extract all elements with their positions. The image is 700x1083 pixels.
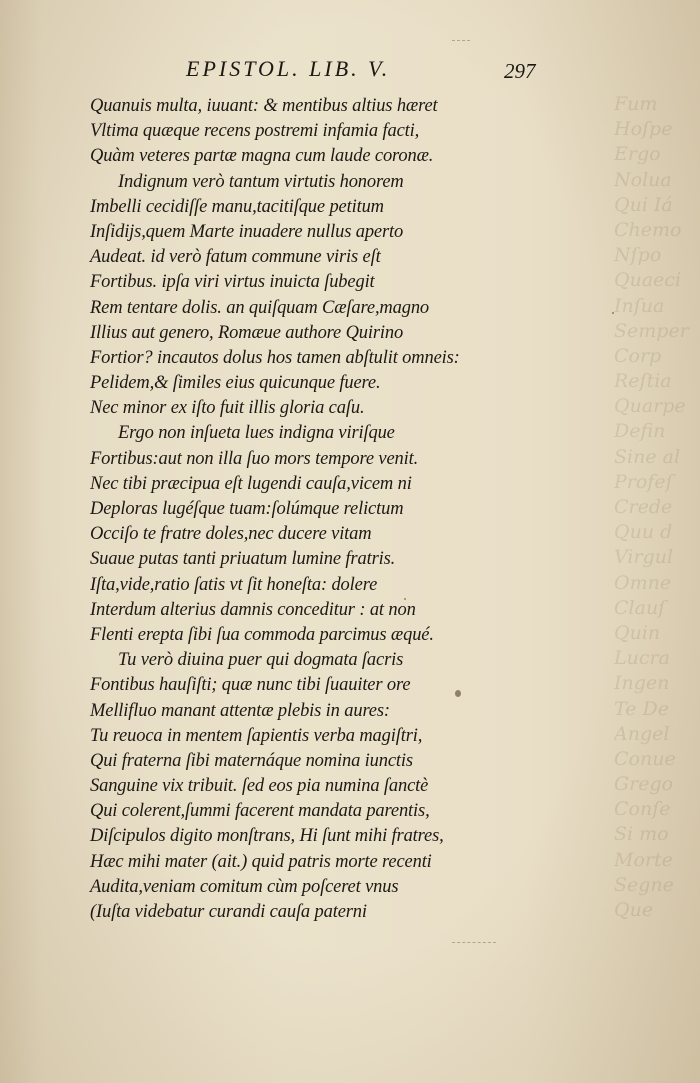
- verse-line: Nec tibi præcipua eſt lugendi cauſa,vicem ni: [90, 473, 412, 494]
- verse-line: Audita,veniam comitum cùm poſceret vnus: [90, 876, 399, 897]
- margin-rule-mark: [452, 942, 496, 944]
- verse-line: Quanuis multa, iuuant: & mentibus altius hæret: [90, 96, 438, 116]
- verse-line: Tu verò diuina puer qui dogmata ſacris: [118, 650, 404, 671]
- verse-line: Vltima quæque recens postremi infamia facti,: [90, 121, 420, 142]
- verse-line: Interdum alterius damnis conceditur : at non: [90, 599, 416, 620]
- show-through-text: Fum Hoſpe Ergo Nolua Qui Iá Chemo Nſpo Quaeci Inſua Semper Corp Reſtia Quarpe Defin Sine al Profeſ Crede Quu d Virgul Omne Clauſ Quin Lucra Ingen Te De Angel Conue Grego Conſe Si mo Morte Segne Que: [614, 93, 689, 921]
- verse-line: Sanguine vix tribuit. ſed eos pia numina ſanctè: [90, 776, 429, 797]
- verse-line: Imbelli cecidiſſe manu,tacitiſque petitum: [90, 196, 384, 217]
- verse-line: Diſcipulos digito monſtrans, Hi ſunt mihi fratres,: [90, 826, 444, 847]
- verse-line: Mellifluo manant attentæ plebis in aures:: [90, 700, 390, 721]
- verse-line: Ergo non inſueta lues indigna viriſque: [118, 423, 395, 444]
- verse-line: Iſta,vide,ratio ſatis vt ſit honeſta: dolere: [90, 574, 378, 595]
- verse-line: Nec minor ex iſto fuit illis gloria caſu.: [90, 398, 365, 419]
- verse-line: Audeat. id verò fatum commune viris eſt: [90, 247, 381, 268]
- verse-line: Inſidijs,quem Marte inuadere nullus aperto: [90, 221, 404, 242]
- verse-line: Hæc mihi mater (ait.) quid patris morte recenti: [90, 851, 432, 872]
- verse-line: Indignum verò tantum virtutis honorem: [118, 171, 404, 192]
- verse-line: Quàm veteres partæ magna cum laude coronæ.: [90, 146, 434, 167]
- verse-line: Rem tentare dolis. an quiſquam Cæſare,magno: [90, 297, 430, 318]
- verse-line: Fortibus. ipſa viri virtus inuicta ſubegit: [90, 272, 375, 293]
- verse-line: Tu reuoca in mentem ſapientis verba magiſtri,: [90, 725, 423, 746]
- verse-line: Suaue putas tanti priuatum lumine fratris.: [90, 549, 396, 570]
- verse-line: Fortibus:aut non illa ſuo mors tempore venit.: [90, 448, 419, 469]
- running-header: [186, 56, 546, 90]
- verse-line: Deploras lugéſque tuam:ſolúmque relictum: [90, 499, 404, 519]
- verse-line: (Iuſta videbatur curandi cauſa paterni: [90, 902, 367, 922]
- verse-line: Pelidem,& ſimiles eius quicunque fuere.: [90, 373, 381, 394]
- top-rule-mark: [452, 40, 470, 42]
- verse-line: Illius aut genero, Romæue authore Quirino: [90, 322, 404, 343]
- verse-line: Fortior? incautos dolus hos tamen abſtulit omneis:: [90, 347, 460, 368]
- verse-line: Flenti erepta ſibi ſua commoda parcimus æqué.: [90, 624, 434, 645]
- verse-line: Qui fraterna ſibi maternáque nomina iunctis: [90, 750, 413, 771]
- verse-text-block: [90, 94, 510, 925]
- running-title: EPISTOL. LIB. V.: [186, 56, 391, 81]
- verse-line: Occiſo te fratre doles,nec ducere vitam: [90, 524, 372, 545]
- page-number: 297: [504, 59, 536, 83]
- verse-line: Qui colerent,ſummi facerent mandata parentis,: [90, 801, 430, 822]
- verse-line: Fontibus hauſiſti; quæ nunc tibi ſuauiter ore: [90, 675, 411, 696]
